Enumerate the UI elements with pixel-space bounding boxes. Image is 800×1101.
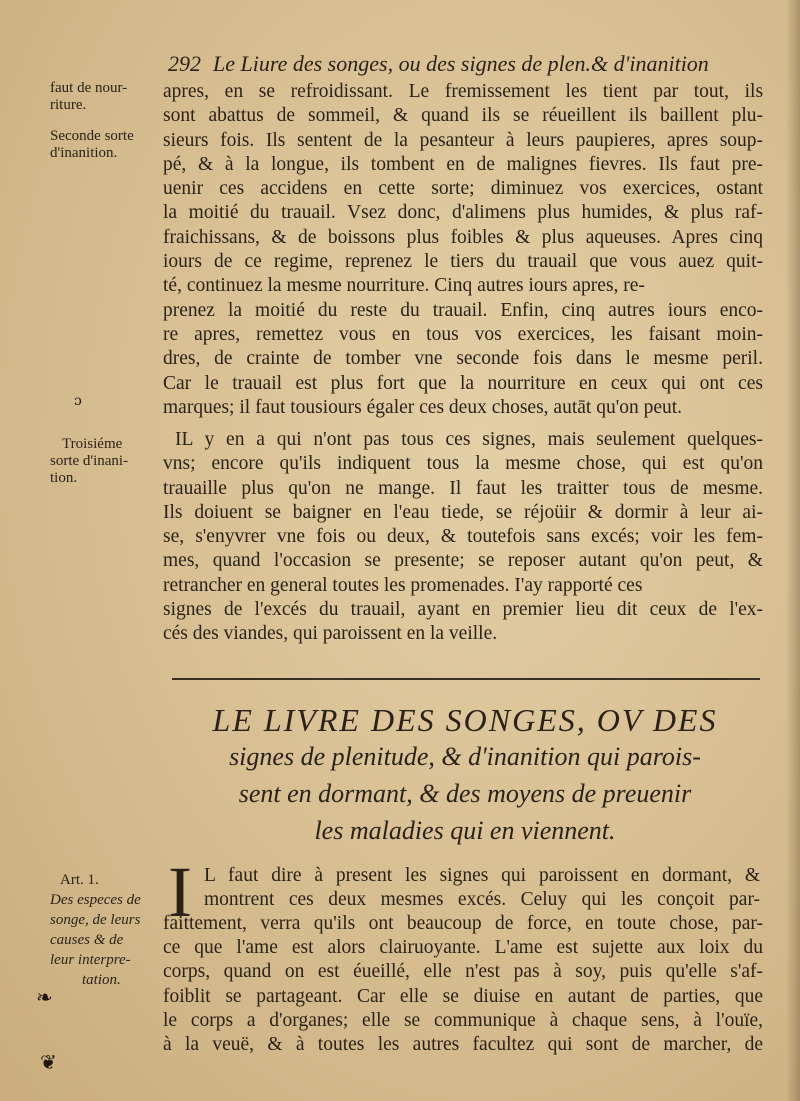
text-line: té, continuez la mesme nourriture. Cinq autres iours apres, re- <box>163 275 645 297</box>
text-line: fraichissans, & de boissons plus foibles & plus aqueuses. Apres cinq <box>163 226 764 248</box>
page-edge-shadow <box>786 0 800 1101</box>
text-line: retrancher en general toutes les promenades. I'ay rapporté ces <box>163 574 643 596</box>
text-line: marques; il faut tousiours égaler ces deux choses, autāt qu'on peut. <box>163 396 683 418</box>
paragraph-1 <box>163 80 763 420</box>
text-line: IL y en a qui n'ont pas tous ces signes, mais seulement quelques- <box>175 429 763 450</box>
running-title: Le Liure des songes, ou des signes de plen.& d'inanition <box>213 51 709 76</box>
title-line-4: les maladies qui en viennent. <box>314 816 616 845</box>
text-line: à la veuë, & à toutes les autres facultez qui sont de marcher, de <box>163 1034 764 1056</box>
text-line: faittement, verra qu'ils ont beaucoup de force, en toute chose, par- <box>163 913 763 934</box>
text-line: ce que l'ame est alors clairuoyante. L'ame est sujette aux loix du <box>163 937 763 959</box>
text-line: sieurs fois. Ils sentent de la pesanteur à leurs paupieres, apres soup- <box>163 129 764 151</box>
margin-mark-ornament: ɔ <box>74 393 82 409</box>
text-line: signes de l'excés du trauail, ayant en premier lieu dit ceux de l'ex- <box>163 599 764 621</box>
text-line: dres, de crainte de tomber vne seconde fois dans le mesme peril. <box>163 348 763 370</box>
text-line: prenez la moitié du reste du trauail. Enfin, cinq autres iours enco- <box>163 299 764 321</box>
text-line: pé, & à la longue, ils tombent en de malignes fievres. Ils faut pre- <box>163 153 763 175</box>
margin-note-nourriture: faut de nour- riture. <box>50 80 128 113</box>
title-line-1: LE LIVRE DES SONGES, OV DES <box>212 702 718 738</box>
printer-flower-ornament: ❧ <box>36 985 53 1009</box>
text-line: la moitié du trauail. Vsez donc, d'alimens plus humides, & plus raf- <box>163 202 763 224</box>
margin-note-seconde-sorte: Seconde sorte d'inanition. <box>50 128 134 161</box>
text-line: mes, quand l'occasion se presente; se reposer autant qu'on peut, & <box>163 550 763 572</box>
text-line: Car le trauail est plus fort que la nourriture en ceux qui ont ces <box>163 372 763 394</box>
text-line: Ils doiuent se baigner en l'eau tiede, se réjoüir & dormir à leur ai- <box>163 501 763 523</box>
title-line-3: sent en dormant, & des moyens de preuenir <box>238 779 692 808</box>
text-line: corps, quand on est éueillé, elle n'est pas à soy, puis qu'elle s'af- <box>163 961 764 983</box>
text-line: vns; encore qu'ils indiquent tous la mesme chose, qui est qu'on <box>163 453 763 475</box>
section-divider-rule <box>172 678 760 680</box>
running-header <box>168 50 768 78</box>
section-text-indented <box>204 864 760 912</box>
text-line: montrent ces deux mesmes excés. Celuy qui les conçoit par- <box>204 889 761 911</box>
title-line-2: signes de plenitude, & d'inanition qui parois- <box>229 742 701 771</box>
text-line: se, s'enyvrer vne fois ou deux, & toutefois sans excés; voir les fem- <box>163 526 763 548</box>
text-line: iours de ce regime, reprenez le tiers du trauail que vous auez quit- <box>163 251 763 273</box>
page-number: 292 <box>168 51 201 76</box>
drop-cap: I <box>168 852 192 932</box>
margin-note-article: Art. 1. Des especes de songe, de leurs causes & de leur interpre- tation. <box>50 872 141 988</box>
text-line: foiblit se partageant. Car elle se diuise en autant de parties, que <box>163 985 763 1007</box>
text-line: sont abattus de sommeil, & quand ils se réueillent ils baillent plu- <box>163 105 764 127</box>
section-title <box>160 702 770 849</box>
text-line: re apres, remettez vous en tous vos exercices, les faisant moin- <box>163 323 763 345</box>
text-line: trauaille plus qu'on ne mange. Il faut les traitter tous de mesme. <box>163 477 764 499</box>
paragraph-2 <box>163 428 763 647</box>
section-text-continued <box>163 912 763 1057</box>
text-line: cés des viandes, qui paroissent en la veille. <box>163 623 498 645</box>
printer-leaf-ornament: ❦ <box>40 1050 57 1074</box>
text-line: le corps a d'organes; elle se communique à chaque sens, à l'ouïe, <box>163 1009 764 1031</box>
text-line: apres, en se refroidissant. Le fremissement les tient par tout, ils <box>163 81 764 102</box>
text-line: L faut dire à present les signes qui paroissent en dormant, & <box>204 865 761 886</box>
text-line: uenir ces accidens en cette sorte; diminuez vos exercices, ostant <box>163 178 764 200</box>
margin-note-troisieme-sorte: Troisiéme sorte d'inani- tion. <box>50 436 129 486</box>
